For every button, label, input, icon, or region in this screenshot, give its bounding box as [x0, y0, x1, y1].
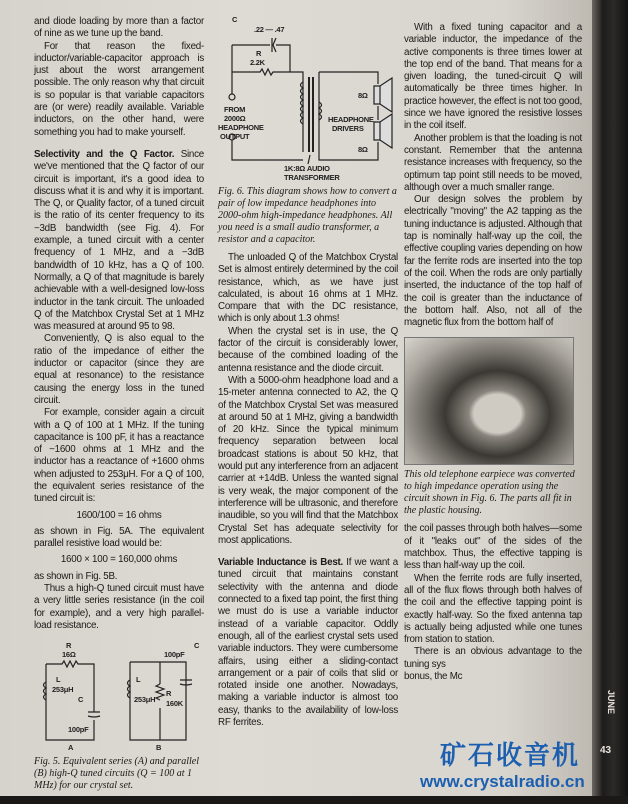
paragraph-text: Since we've mentioned that the Q factor of our circuit is important, it's a good idea to discuss what it is and why it is important. The Q, or Quality factor, of a tuned circuit is the ratio of its center frequency to its −3dB bandwidth (see Fig. 4). For example, a tuned circuit with a center frequency of 1 MHz, and a −3dB bandwidth of 10 kHz, has a Q of 100. Normally, a Q of that magnitude is barely achievable with a well-designed low-loss inductor in the tank circuit. The unloaded Q of the Matchbox Crystal Set at 1 MHz was measured at around 95 to 98. — [34, 148, 204, 333]
paragraph-text: If we want a tuned circuit that maintains constant selectivity with the antenna and diode connected to a fixed tap point, the first thing we must do is use a variable inductor instead of a variable capacitor. Oddly enough, all of the earliest crystal sets used variable inductors. They were cumbersome affairs, using either a sliding-contact arrangement or a pair of coils that slid or rotated inside one another. Nowadays, making a variable inductor is almost too easy, thanks to the availability of low-loss RF ferrites. — [218, 557, 398, 728]
paragraph: For example, consider again a circuit with a Q of 100 at 1 MHz. If the tuning capacitance is 100 pF, it has a reactance of −1600 ohms at 1 MHz and the inductor has a reactance of +1600 ohms when adjusted to 253μH. For a Q of 100, the equivalent series resistance of the tuned circuit is: — [34, 407, 204, 505]
label: C — [232, 15, 238, 24]
section-heading: Variable Inductance is Best. — [218, 557, 344, 569]
fig6-schematic — [218, 12, 398, 182]
paragraph: the coil passes through both halves—some of it "leaks out" of the sides of the matchbox. Thus, the effective tapping is less than half-way up the coil. — [404, 523, 582, 572]
label: L — [56, 675, 61, 685]
telephone-earpiece-photo — [404, 337, 574, 465]
speaker-icons — [374, 78, 392, 148]
paragraph: and diode loading by more than a factor of nine as we tune up the band. — [34, 16, 204, 40]
equation: 1600/100 = 16 ohms — [76, 509, 162, 521]
label: C — [78, 695, 84, 705]
paragraph — [34, 149, 204, 333]
svg-text:2000Ω: 2000Ω — [224, 114, 246, 123]
label: 8Ω — [358, 145, 368, 154]
paragraph: Conveniently, Q is also equal to the ratio of the impedance of either the inductor or capacitor (since they are equal at resonance) to the resistance causing the energy loss in the tuned circuit. — [34, 333, 204, 406]
paragraph: For that reason the fixed-inductor/variable-capacitor approach is just about the worst arrangement possible. The only reason why that circuit is so popular is that variable capacitors are (or were) readily available. Variable inductors, on the other hand, were something you had to make yourself. — [34, 40, 204, 138]
label: A — [68, 743, 74, 753]
transformer-label: 1K:8Ω AUDIO — [284, 164, 330, 173]
paragraph: Another problem is that the loading is not constant. Remember that the antenna resistance increases with frequency, so the optimum tap point still needs to be moved, although over a much smaller range. — [404, 132, 582, 193]
label: 160K — [166, 699, 183, 709]
label: 100pF — [164, 650, 185, 660]
page-bottom-edge — [0, 796, 628, 804]
equation: 1600 × 100 = 160,000 ohms — [60, 554, 178, 566]
fig6-caption: Fig. 6. This diagram shows how to convert a pair of low impedance headphones into 2000-ohm high-impedance headphones. All you need is a small audio transformer, a resistor and a capacitor. — [218, 186, 397, 245]
transformer-label: TRANSFORMER — [284, 173, 340, 182]
label: R — [66, 641, 72, 651]
label: 16Ω — [62, 650, 76, 660]
page-number: 43 — [600, 745, 612, 756]
label: L — [136, 675, 141, 685]
paragraph: Our design solves the problem by electrically "moving" the A2 tapping as the tuning inductance is adjusted. Although that tap is nominally half-way up the coil, the effective coupling varies depending on how far the ferrite rods are inserted into the top of the coil. When the rods are only partially inserted, the inductance of the top half of the coil is greater than the inductance of the bottom half. Also, not all of the magnetic flux from the bottom half of — [404, 194, 583, 329]
label: R — [256, 49, 262, 58]
svg-text:OUTPUT: OUTPUT — [220, 132, 250, 141]
fig5-schematic — [34, 640, 204, 752]
label: 253μH — [134, 695, 156, 705]
paragraph: When the ferrite rods are fully inserted, all of the flux flows through both halves of the coil and the effective tapping point is exactly half-way. So the fixed antenna tap is actually being adjusted while one tunes from station to station. — [404, 572, 582, 646]
label: B — [156, 743, 162, 753]
column-1 — [34, 16, 204, 792]
paragraph: The unloaded Q of the Matchbox Crystal Set is almost entirely determined by the coil resistance, which, as we have just calculated, is about 16 ohms at 1 MHz. Compare that with the DC resistance, which is only about 1.3 ohms! — [218, 252, 398, 325]
label: C — [194, 641, 200, 651]
label: 253μH — [52, 685, 74, 695]
drivers-label: DRIVERS — [332, 124, 364, 133]
issue-month: JUNE — [606, 690, 616, 715]
label: 100pF — [68, 725, 89, 735]
paragraph: With a 5000-ohm headphone load and a 15-meter antenna connected to A2, the Q of the Matchbox Crystal Set was measured at around 50 at 1 MHz, giving a bandwidth of 20 kHz. Since the typical minimum frequency separation between local broadcast stations is about 50 kHz, that would put any interference from an adjacent carrier at +14dB. Unless the wanted signal is very weak, the major component of the interference will be ultrasonic, and therefore inaudible, so you will find that the Matchbox Crystal Set has adequate selectivity for most applications. — [218, 374, 398, 546]
label: .22 — .47 — [254, 25, 285, 34]
paragraph: bonus, the Mc — [404, 670, 463, 682]
column-2 — [218, 12, 398, 729]
label: 2.2K — [250, 58, 265, 67]
paragraph: Thus a high-Q tuned circuit must have a very little series resistance (in the coil for example), and a very high parallel-load resistance. — [34, 583, 204, 631]
label: R — [166, 689, 172, 699]
section-heading: Selectivity and the Q Factor. — [34, 148, 175, 160]
watermark-url: www.crystalradio.cn — [420, 772, 585, 791]
watermark-chinese: 矿石收音机 — [440, 740, 581, 770]
svg-text:HEADPHONE: HEADPHONE — [218, 123, 264, 132]
fig5-caption: Fig. 5. Equivalent series (A) and parallel (B) high-Q tuned circuits (Q = 100 at 1 MHz) for our crystal set. — [34, 756, 199, 792]
paragraph: There is an obvious advantage to the tuning sys — [404, 646, 582, 670]
paragraph: as shown in Fig. 5A. The equivalent parallel resistive load would be: — [34, 525, 204, 550]
column-3 — [404, 22, 582, 683]
paragraph — [218, 557, 398, 729]
svg-text:FROM: FROM — [224, 105, 246, 114]
book-spine — [592, 0, 628, 804]
drivers-label: HEADPHONE — [328, 115, 374, 124]
label: 8Ω — [358, 91, 368, 100]
paragraph: as shown in Fig. 5B. — [34, 570, 118, 582]
photo-caption: This old telephone earpiece was converted to high impedance operation using the circuit shown in Fig. 6. The parts all fit in the plastic housing. — [404, 469, 575, 517]
paragraph: With a fixed tuning capacitor and a variable inductor, the impedance of the active components is three times lower at the top end of the band. That means for a given loading, the tuned-circuit Q will automatically be three times higher. In practice however, the effect is not too good, since we have ignored the resistive losses in the coil itself. — [404, 22, 582, 132]
input-label — [218, 105, 264, 141]
paragraph: When the crystal set is in use, the Q factor of the circuit is considerably lower, because of the combined loading of the antenna resistance and the diode circuit. — [218, 325, 398, 374]
